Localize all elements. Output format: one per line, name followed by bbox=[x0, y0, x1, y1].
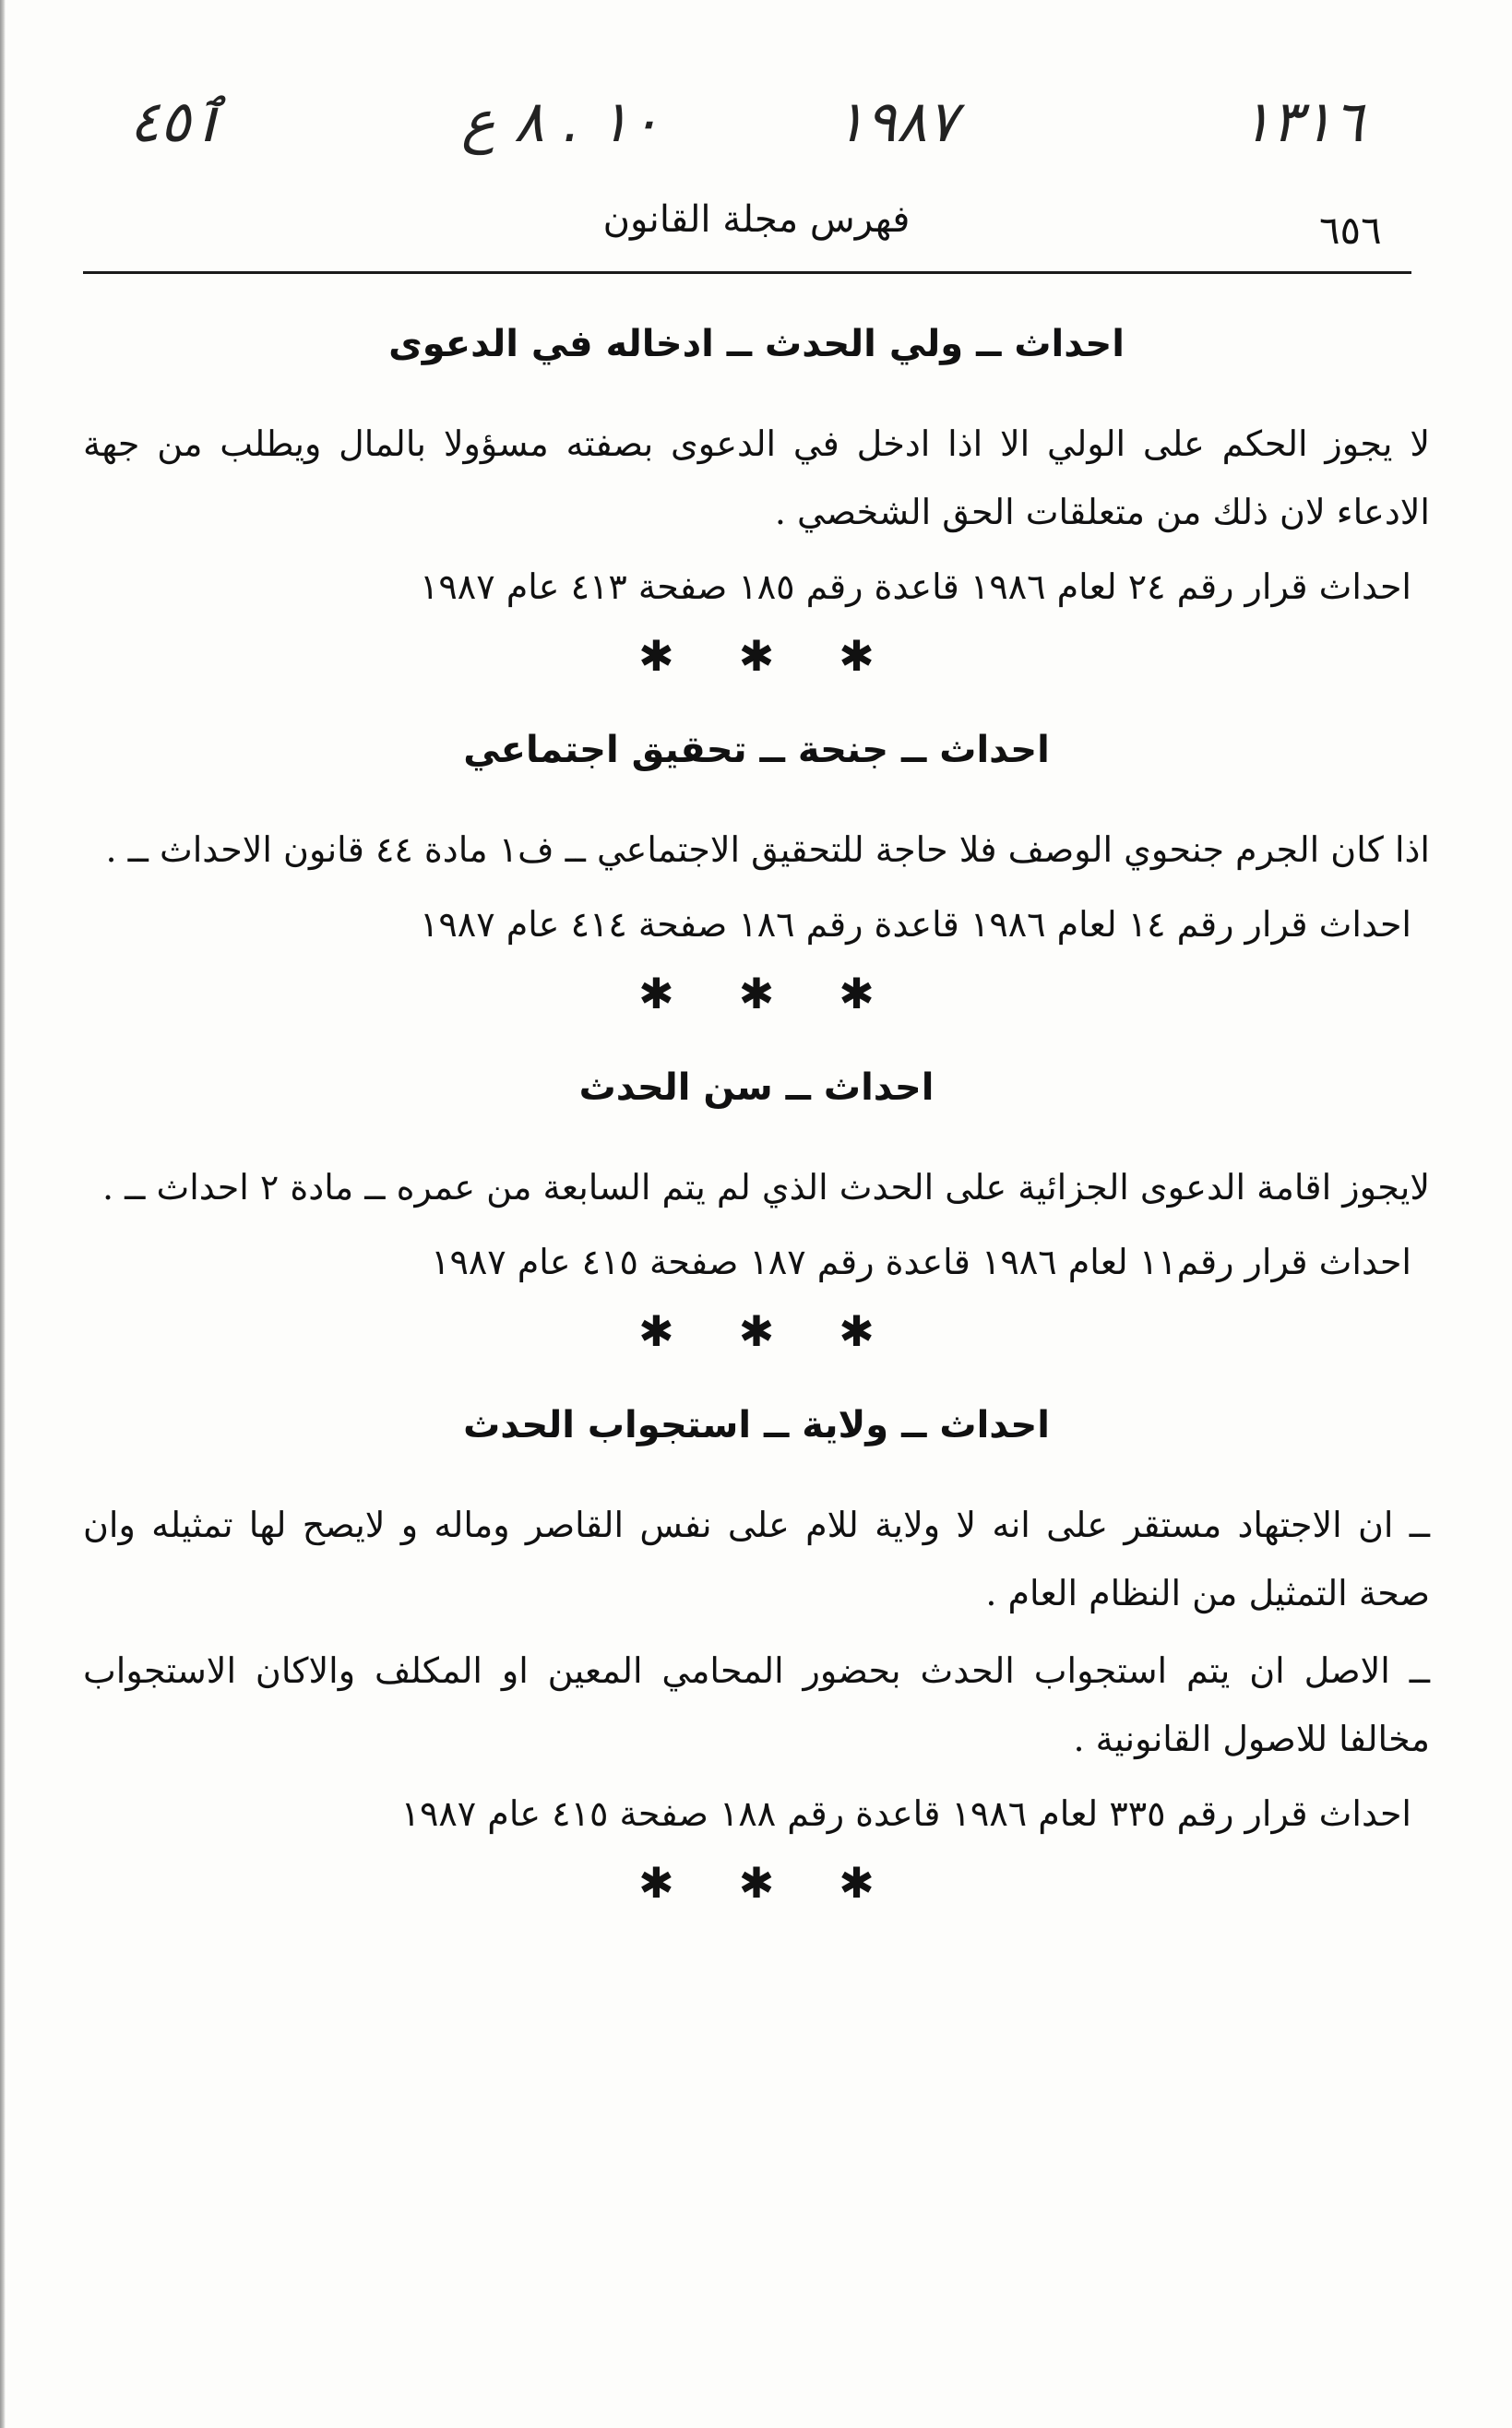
handwritten-note-2: ١٠ . ٨ ع bbox=[461, 88, 661, 155]
asterisk-icon: ✱ bbox=[839, 631, 939, 681]
entry-paragraph: اذا كان الجرم جنحوي الوصف فلا حاجة للتحقيق الاجتماعي ــ ف١ مادة ٤٤ قانون الاحداث ــ . bbox=[105, 829, 1430, 870]
entry-body bbox=[83, 815, 1430, 884]
entry-body bbox=[83, 1153, 1430, 1221]
index-entries bbox=[65, 323, 1448, 1956]
entry-title: احداث ــ ولي الحدث ــ ادخاله في الدعوى bbox=[388, 323, 1125, 365]
section-separator bbox=[65, 1306, 1448, 1356]
asterisk-icon: ✱ bbox=[738, 1858, 839, 1908]
section-separator bbox=[65, 1858, 1448, 1908]
entry-paragraph: لا يجوز الحكم على الولي الا اذا ادخل في الدعوى بصفته مسؤولا بالمال ويطلب من جهة الادعاء لان ذلك من متعلقات الحق الشخصي . bbox=[83, 423, 1430, 532]
asterisk-icon: ✱ bbox=[638, 1858, 739, 1908]
index-entry-1 bbox=[65, 323, 1448, 607]
asterisk-icon: ✱ bbox=[738, 1306, 839, 1356]
header-divider bbox=[83, 271, 1411, 274]
index-entry-2 bbox=[65, 729, 1448, 945]
running-header-title: فهرس مجلة القانون bbox=[602, 198, 911, 241]
entry-body bbox=[83, 1491, 1430, 1773]
asterisk-icon: ✱ bbox=[638, 1306, 739, 1356]
asterisk-icon: ✱ bbox=[738, 969, 839, 1018]
entry-paragraph: ــ ان الاجتهاد مستقر على انه لا ولاية للام على نفس القاصر وماله و لايصح لها تمثيله وان صحة التمثيل من النظام العام . bbox=[83, 1505, 1430, 1613]
entry-reference: احداث قرار رقم١١ لعام ١٩٨٦ قاعدة رقم ١٨٧ صفحة ٤١٥ عام ١٩٨٧ bbox=[431, 1242, 1411, 1282]
asterisk-icon: ✱ bbox=[638, 969, 739, 1018]
asterisk-icon: ✱ bbox=[839, 969, 939, 1018]
entry-title: احداث ــ جنحة ــ تحقيق اجتماعي bbox=[463, 729, 1050, 771]
asterisk-icon: ✱ bbox=[839, 1858, 939, 1908]
entry-reference: احداث قرار رقم ١٤ لعام ١٩٨٦ قاعدة رقم ١٨٦ صفحة ٤١٤ عام ١٩٨٧ bbox=[419, 904, 1411, 945]
scan-edge-shadow bbox=[0, 0, 6, 2428]
page-number: ٦٥٦ bbox=[1319, 208, 1382, 253]
section-separator bbox=[65, 631, 1448, 681]
handwritten-note-3: ١٩٨٧ bbox=[835, 88, 958, 155]
asterisk-icon: ✱ bbox=[738, 631, 839, 681]
entry-reference: احداث قرار رقم ٢٤ لعام ١٩٨٦ قاعدة رقم ١٨٥ صفحة ٤١٣ عام ١٩٨٧ bbox=[419, 566, 1411, 607]
asterisk-icon: ✱ bbox=[638, 631, 739, 681]
handwritten-note-4: ١٣١٦ bbox=[1241, 88, 1364, 155]
entry-paragraph: لايجوز اقامة الدعوى الجزائية على الحدث الذي لم يتم السابعة من عمره ــ مادة ٢ احداث ــ . bbox=[101, 1167, 1430, 1208]
entry-paragraph: ــ الاصل ان يتم استجواب الحدث بحضور المحامي المعين او المكلف والاكان الاستجواب مخالفا للاصول القانونية . bbox=[83, 1650, 1430, 1759]
index-entry-4 bbox=[65, 1404, 1448, 1834]
index-entry-3 bbox=[65, 1066, 1448, 1282]
entry-title: احداث ــ ولاية ــ استجواب الحدث bbox=[463, 1404, 1050, 1446]
handwritten-note-1: ٱ٤٥ bbox=[129, 88, 224, 155]
asterisk-icon: ✱ bbox=[839, 1306, 939, 1356]
entry-body bbox=[83, 410, 1430, 546]
entry-title: احداث ــ سن الحدث bbox=[578, 1066, 935, 1109]
section-separator bbox=[65, 969, 1448, 1018]
entry-reference: احداث قرار رقم ٣٣٥ لعام ١٩٨٦ قاعدة رقم ١٨٨ صفحة ٤١٥ عام ١٩٨٧ bbox=[400, 1793, 1411, 1834]
